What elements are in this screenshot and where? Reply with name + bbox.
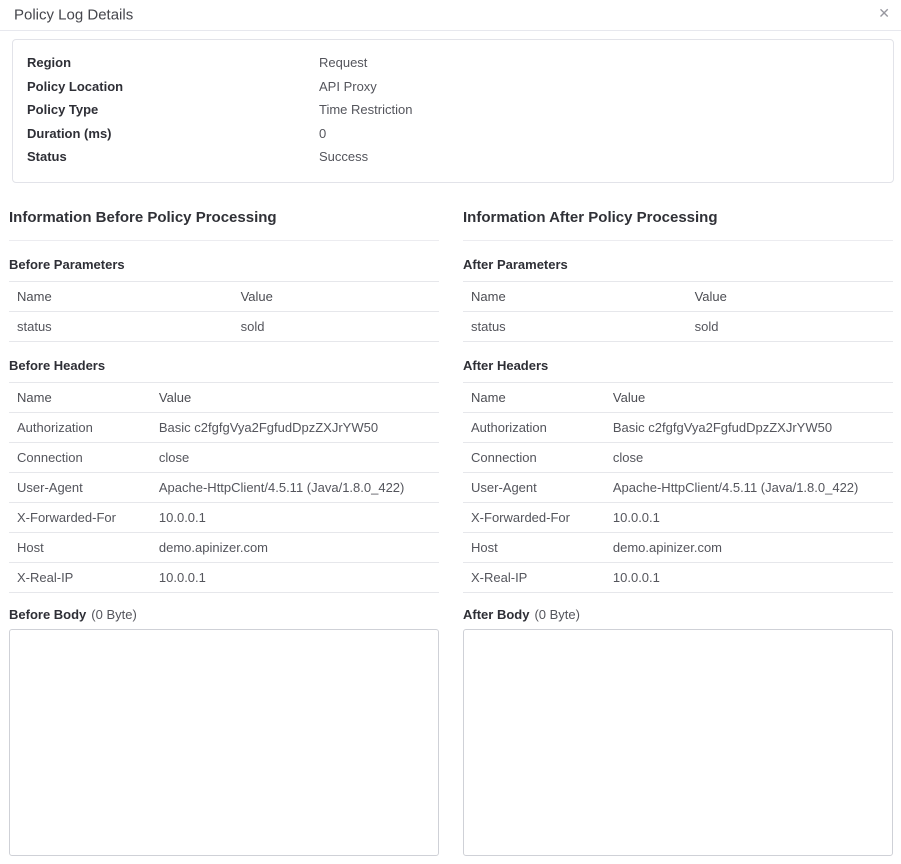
header-value: close (605, 442, 893, 472)
after-headers-table (463, 382, 893, 593)
header-value: demo.apinizer.com (151, 532, 439, 562)
summary-value: API Proxy (319, 78, 377, 94)
table-row (463, 311, 893, 341)
summary-row (27, 145, 879, 169)
column-header-name: Name (9, 281, 233, 311)
summary-row (27, 51, 879, 75)
before-section-title: Information Before Policy Processing (9, 209, 439, 241)
header-name: Host (9, 532, 151, 562)
after-body-label (463, 607, 893, 622)
before-body-box[interactable] (9, 629, 439, 856)
header-name: User-Agent (9, 472, 151, 502)
summary-value: Request (319, 55, 368, 71)
header-name: X-Forwarded-For (9, 502, 151, 532)
summary-label: Policy Location (27, 78, 124, 94)
before-body-title: Before Body (9, 606, 87, 622)
close-icon[interactable]: ✕ (878, 5, 890, 21)
table-row (463, 472, 893, 502)
param-name: status (9, 311, 233, 341)
table-row (9, 562, 439, 592)
header-name: User-Agent (463, 472, 605, 502)
column-header-value: Value (151, 382, 439, 412)
column-header-value: Value (605, 382, 893, 412)
after-parameters-title: After Parameters (463, 256, 568, 272)
summary-row (27, 98, 879, 122)
header-value: 10.0.0.1 (605, 562, 893, 592)
header-name: Authorization (463, 412, 605, 442)
table-row (463, 532, 893, 562)
param-value: sold (687, 311, 893, 341)
table-header-row (9, 281, 439, 311)
summary-label: Region (27, 55, 72, 71)
after-parameters-table (463, 281, 893, 342)
column-header-value: Value (233, 281, 439, 311)
before-parameters-table (9, 281, 439, 342)
before-after-columns (0, 209, 901, 856)
before-headers-title: Before Headers (9, 357, 106, 373)
column-header-value: Value (687, 281, 893, 311)
param-name: status (463, 311, 687, 341)
summary-label: Policy Type (27, 102, 99, 118)
table-header-row (9, 382, 439, 412)
summary-label: Duration (ms) (27, 125, 112, 141)
header-name: Host (463, 532, 605, 562)
table-row (463, 562, 893, 592)
header-value: 10.0.0.1 (151, 502, 439, 532)
modal-header (0, 0, 901, 31)
header-value: close (151, 442, 439, 472)
table-row (9, 311, 439, 341)
table-header-row (463, 281, 893, 311)
header-name: X-Forwarded-For (463, 502, 605, 532)
before-section (9, 209, 439, 856)
table-row (463, 412, 893, 442)
table-row (463, 442, 893, 472)
table-row (9, 412, 439, 442)
before-body-label (9, 607, 439, 622)
after-section-title: Information After Policy Processing (463, 209, 893, 241)
after-body-size: (0 Byte) (534, 606, 580, 622)
summary-row (27, 122, 879, 146)
header-value: Basic c2fgfgVya2FgfudDpzZXJrYW50 (605, 412, 893, 442)
param-value: sold (233, 311, 439, 341)
header-value: Basic c2fgfgVya2FgfudDpzZXJrYW50 (151, 412, 439, 442)
table-row (9, 502, 439, 532)
table-row (9, 532, 439, 562)
table-row (463, 502, 893, 532)
table-row (9, 442, 439, 472)
header-name: X-Real-IP (463, 562, 605, 592)
summary-value: Success (319, 149, 369, 165)
header-name: Connection (463, 442, 605, 472)
summary-value: Time Restriction (319, 102, 413, 118)
table-row (9, 472, 439, 502)
summary-row (27, 75, 879, 99)
header-value: Apache-HttpClient/4.5.11 (Java/1.8.0_422) (151, 472, 439, 502)
column-header-name: Name (463, 281, 687, 311)
before-headers-table (9, 382, 439, 593)
header-name: Authorization (9, 412, 151, 442)
table-header-row (463, 382, 893, 412)
before-parameters-title: Before Parameters (9, 256, 125, 272)
summary-value: 0 (319, 125, 327, 141)
header-value: 10.0.0.1 (151, 562, 439, 592)
header-value: demo.apinizer.com (605, 532, 893, 562)
column-header-name: Name (463, 382, 605, 412)
after-headers-title: After Headers (463, 357, 549, 373)
header-name: X-Real-IP (9, 562, 151, 592)
summary-card (12, 39, 894, 183)
after-body-title: After Body (463, 606, 530, 622)
header-value: 10.0.0.1 (605, 502, 893, 532)
summary-label: Status (27, 149, 67, 165)
column-header-name: Name (9, 382, 151, 412)
modal-title: Policy Log Details (14, 6, 134, 24)
header-value: Apache-HttpClient/4.5.11 (Java/1.8.0_422) (605, 472, 893, 502)
header-name: Connection (9, 442, 151, 472)
after-body-box[interactable] (463, 629, 893, 856)
after-section (463, 209, 893, 856)
before-body-size: (0 Byte) (91, 606, 137, 622)
